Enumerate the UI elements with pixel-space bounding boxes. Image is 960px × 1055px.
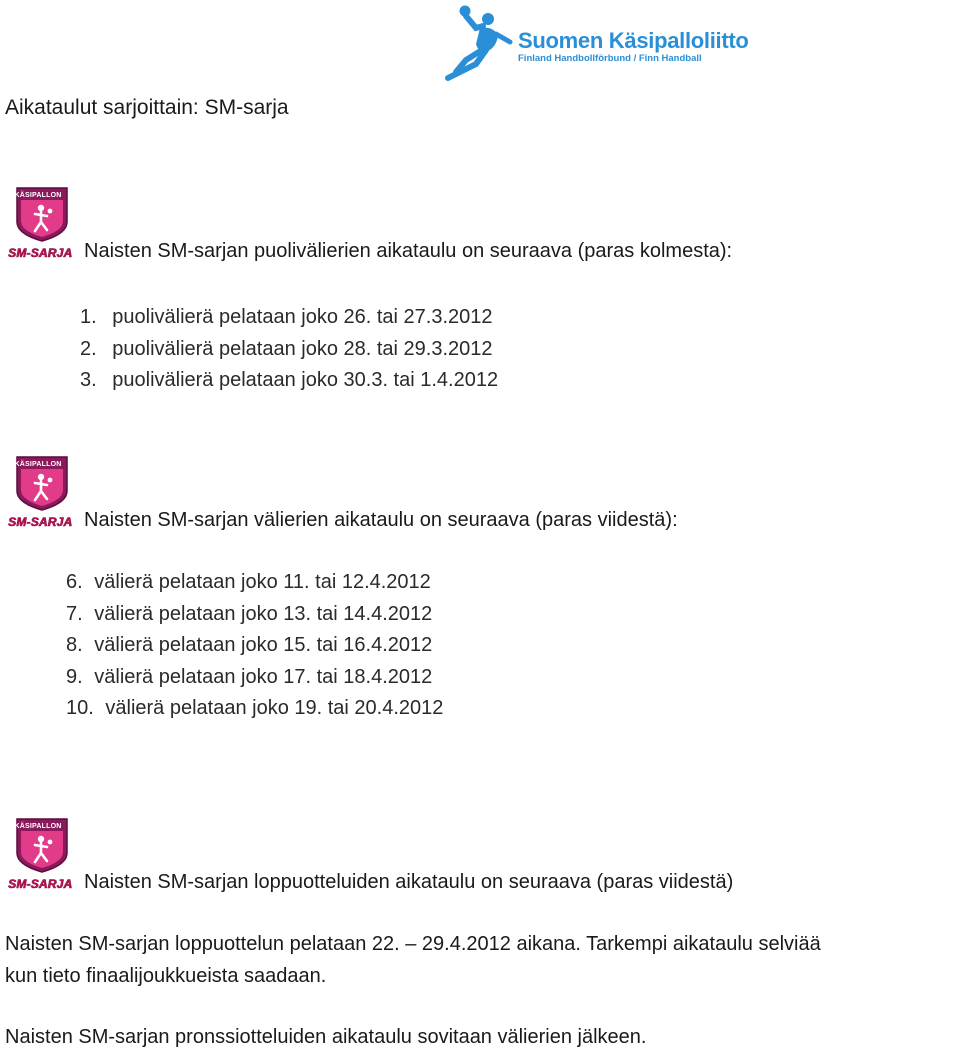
badge-ribbon-text: SM-SARJA — [8, 515, 73, 529]
list-item — [66, 571, 431, 594]
handball-player-icon — [436, 2, 516, 84]
list-item — [80, 369, 498, 392]
badge-crest-text: KÄSIPALLON — [14, 461, 62, 468]
list-item-number: 1. — [80, 306, 97, 328]
badge-crest-text: KÄSIPALLON — [14, 192, 62, 199]
sm-sarja-badge — [8, 455, 78, 531]
paragraph-line: kun tieto finaalijoukkueista saadaan. — [5, 965, 327, 987]
badge-ribbon-text: SM-SARJA — [8, 877, 73, 891]
list-item-number: 9. — [66, 666, 83, 688]
list-item-number: 8. — [66, 634, 83, 656]
list-item-number: 6. — [66, 571, 83, 593]
list-item-text: välierä pelataan joko 19. tai 20.4.2012 — [105, 697, 444, 719]
list-item-number: 2. — [80, 338, 97, 360]
federation-name: Suomen Käsipalloliitto — [518, 28, 749, 53]
federation-subtitle: Finland Handbollförbund / Finn Handball — [518, 53, 702, 64]
list-item-text: puolivälierä pelataan joko 30.3. tai 1.4.2012 — [112, 369, 499, 391]
list-item-text: välierä pelataan joko 15. tai 16.4.2012 — [94, 634, 433, 656]
badge-ribbon-text: SM-SARJA — [8, 246, 73, 260]
list-item — [66, 666, 432, 689]
list-item-text: välierä pelataan joko 17. tai 18.4.2012 — [94, 666, 433, 688]
list-item-number: 3. — [80, 369, 97, 391]
list-item — [66, 603, 432, 626]
paragraph-line: Naisten SM-sarjan pronssiotteluiden aikataulu sovitaan välierien jälkeen. — [5, 1026, 647, 1048]
sm-sarja-badge — [8, 817, 78, 893]
federation-logo — [436, 2, 749, 84]
section-heading: Naisten SM-sarjan loppuotteluiden aikataulu on seuraava (paras viidestä) — [84, 871, 734, 893]
list-item — [66, 697, 443, 720]
list-item-text: välierä pelataan joko 13. tai 14.4.2012 — [94, 603, 433, 625]
badge-crest-text: KÄSIPALLON — [14, 823, 62, 830]
list-item-text: puolivälierä pelataan joko 26. tai 27.3.2012 — [112, 306, 493, 328]
list-item — [80, 306, 493, 329]
list-item — [80, 338, 493, 361]
list-item-number: 7. — [66, 603, 83, 625]
list-item — [66, 634, 432, 657]
list-item-text: puolivälierä pelataan joko 28. tai 29.3.2012 — [112, 338, 493, 360]
sm-sarja-badge — [8, 186, 78, 262]
paragraph-line: Naisten SM-sarjan loppuottelun pelataan 22. – 29.4.2012 aikana. Tarkempi aikataulu selviää — [5, 933, 821, 955]
list-item-text: välierä pelataan joko 11. tai 12.4.2012 — [94, 571, 431, 593]
section-heading: Naisten SM-sarjan välierien aikataulu on seuraava (paras viidestä): — [84, 509, 678, 531]
list-item-number: 10. — [66, 697, 94, 719]
page-title: Aikataulut sarjoittain: SM-sarja — [5, 96, 289, 119]
section-heading: Naisten SM-sarjan puolivälierien aikataulu on seuraava (paras kolmesta): — [84, 240, 733, 262]
